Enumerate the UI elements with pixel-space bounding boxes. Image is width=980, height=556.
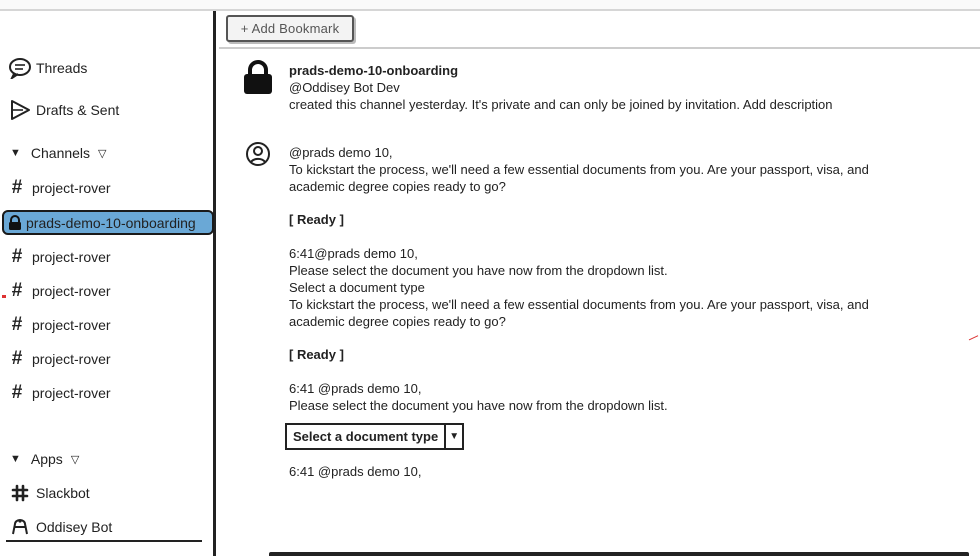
channel-label: project-rover xyxy=(32,384,111,401)
hash-icon: # xyxy=(11,177,23,198)
channel-label: project-rover xyxy=(32,248,111,265)
hash-icon: # xyxy=(11,280,23,301)
sidebar-item-threads[interactable] xyxy=(8,57,87,79)
sidebar-item-channel[interactable] xyxy=(8,247,111,266)
app-label: Slackbot xyxy=(36,485,90,501)
caret-down-icon: ▼ xyxy=(10,453,21,465)
threads-icon xyxy=(8,57,32,79)
message-text: To kickstart the process, we'll need a few essential documents from you. Are your passport, visa, and xyxy=(289,297,869,312)
sidebar-item-drafts[interactable] xyxy=(8,99,119,121)
channel-label: project-rover xyxy=(32,179,111,196)
message-sender[interactable]: @prads demo 10, xyxy=(289,145,393,160)
annotation-mark xyxy=(2,295,6,298)
channel-title: prads-demo-10-onboarding xyxy=(289,63,459,78)
message-sender[interactable]: 6:41@prads demo 10, xyxy=(289,246,418,261)
message-area xyxy=(219,49,980,556)
hash-icon: # xyxy=(11,314,23,335)
message-text: academic degree copies ready to go? xyxy=(289,314,506,329)
sidebar-item-channel[interactable] xyxy=(8,178,111,197)
slack-icon xyxy=(8,484,32,502)
section-label: Apps xyxy=(30,451,63,467)
dropdown-selected-value: Select a document type xyxy=(287,425,446,448)
sidebar xyxy=(0,11,216,556)
sidebar-item-channel[interactable] xyxy=(8,281,111,300)
section-label: Channels xyxy=(30,145,91,161)
channel-description: created this channel yesterday. It's private and can only be joined by invitation. Add description xyxy=(289,97,833,112)
message-text: Please select the document you have now from the dropdown list. xyxy=(289,263,668,278)
sidebar-item-label: Drafts & Sent xyxy=(36,102,120,118)
channels-section-header[interactable] xyxy=(8,145,107,161)
lock-icon xyxy=(8,215,22,231)
message-text: academic degree copies ready to go? xyxy=(289,179,506,194)
sidebar-item-channel[interactable] xyxy=(8,383,111,402)
window-top-strip xyxy=(0,0,980,11)
sidebar-item-channel-active[interactable] xyxy=(2,210,214,235)
lock-icon xyxy=(242,59,274,100)
sidebar-item-label: Threads xyxy=(36,60,88,76)
sidebar-item-channel[interactable] xyxy=(8,315,111,334)
hash-icon: # xyxy=(11,348,23,369)
message-sender[interactable]: 6:41 @prads demo 10, xyxy=(289,464,422,479)
ready-button[interactable]: [ Ready ] xyxy=(289,212,344,227)
channel-toolbar xyxy=(219,11,980,49)
add-bookmark-button[interactable]: + Add Bookmark xyxy=(226,15,354,42)
bot-icon xyxy=(8,518,32,536)
channel-label: prads-demo-10-onboarding xyxy=(26,214,196,231)
channel-label: project-rover xyxy=(32,316,111,333)
ready-button[interactable]: [ Ready ] xyxy=(289,347,344,362)
chevron-down-icon[interactable]: ▽ xyxy=(98,147,107,160)
channel-creator-link[interactable]: @Oddisey Bot Dev xyxy=(289,80,400,95)
message-composer[interactable] xyxy=(269,552,969,556)
caret-down-icon: ▼ xyxy=(10,147,21,159)
app-label: Oddisey Bot xyxy=(36,519,113,535)
hash-icon: # xyxy=(11,246,23,267)
sidebar-item-app-oddisey-bot[interactable] xyxy=(8,518,112,536)
apps-section-header[interactable] xyxy=(8,451,79,467)
message-text: To kickstart the process, we'll need a few essential documents from you. Are your passport, visa, and xyxy=(289,162,869,177)
sidebar-item-channel[interactable] xyxy=(8,349,111,368)
channel-label: project-rover xyxy=(32,350,111,367)
message-text: Select a document type xyxy=(289,280,425,295)
user-avatar-icon xyxy=(245,141,271,172)
message-text: Please select the document you have now from the dropdown list. xyxy=(289,398,668,413)
hash-icon: # xyxy=(11,382,23,403)
sidebar-divider xyxy=(6,540,202,542)
channel-label: project-rover xyxy=(32,282,111,299)
annotation-mark xyxy=(969,335,980,346)
message-sender[interactable]: 6:41 @prads demo 10, xyxy=(289,381,422,396)
document-type-dropdown[interactable] xyxy=(285,423,464,450)
chevron-down-icon[interactable]: ▽ xyxy=(70,453,80,466)
sidebar-item-app-slackbot[interactable] xyxy=(8,484,90,502)
caret-down-icon[interactable]: ▼ xyxy=(449,431,460,442)
send-icon xyxy=(8,99,32,121)
